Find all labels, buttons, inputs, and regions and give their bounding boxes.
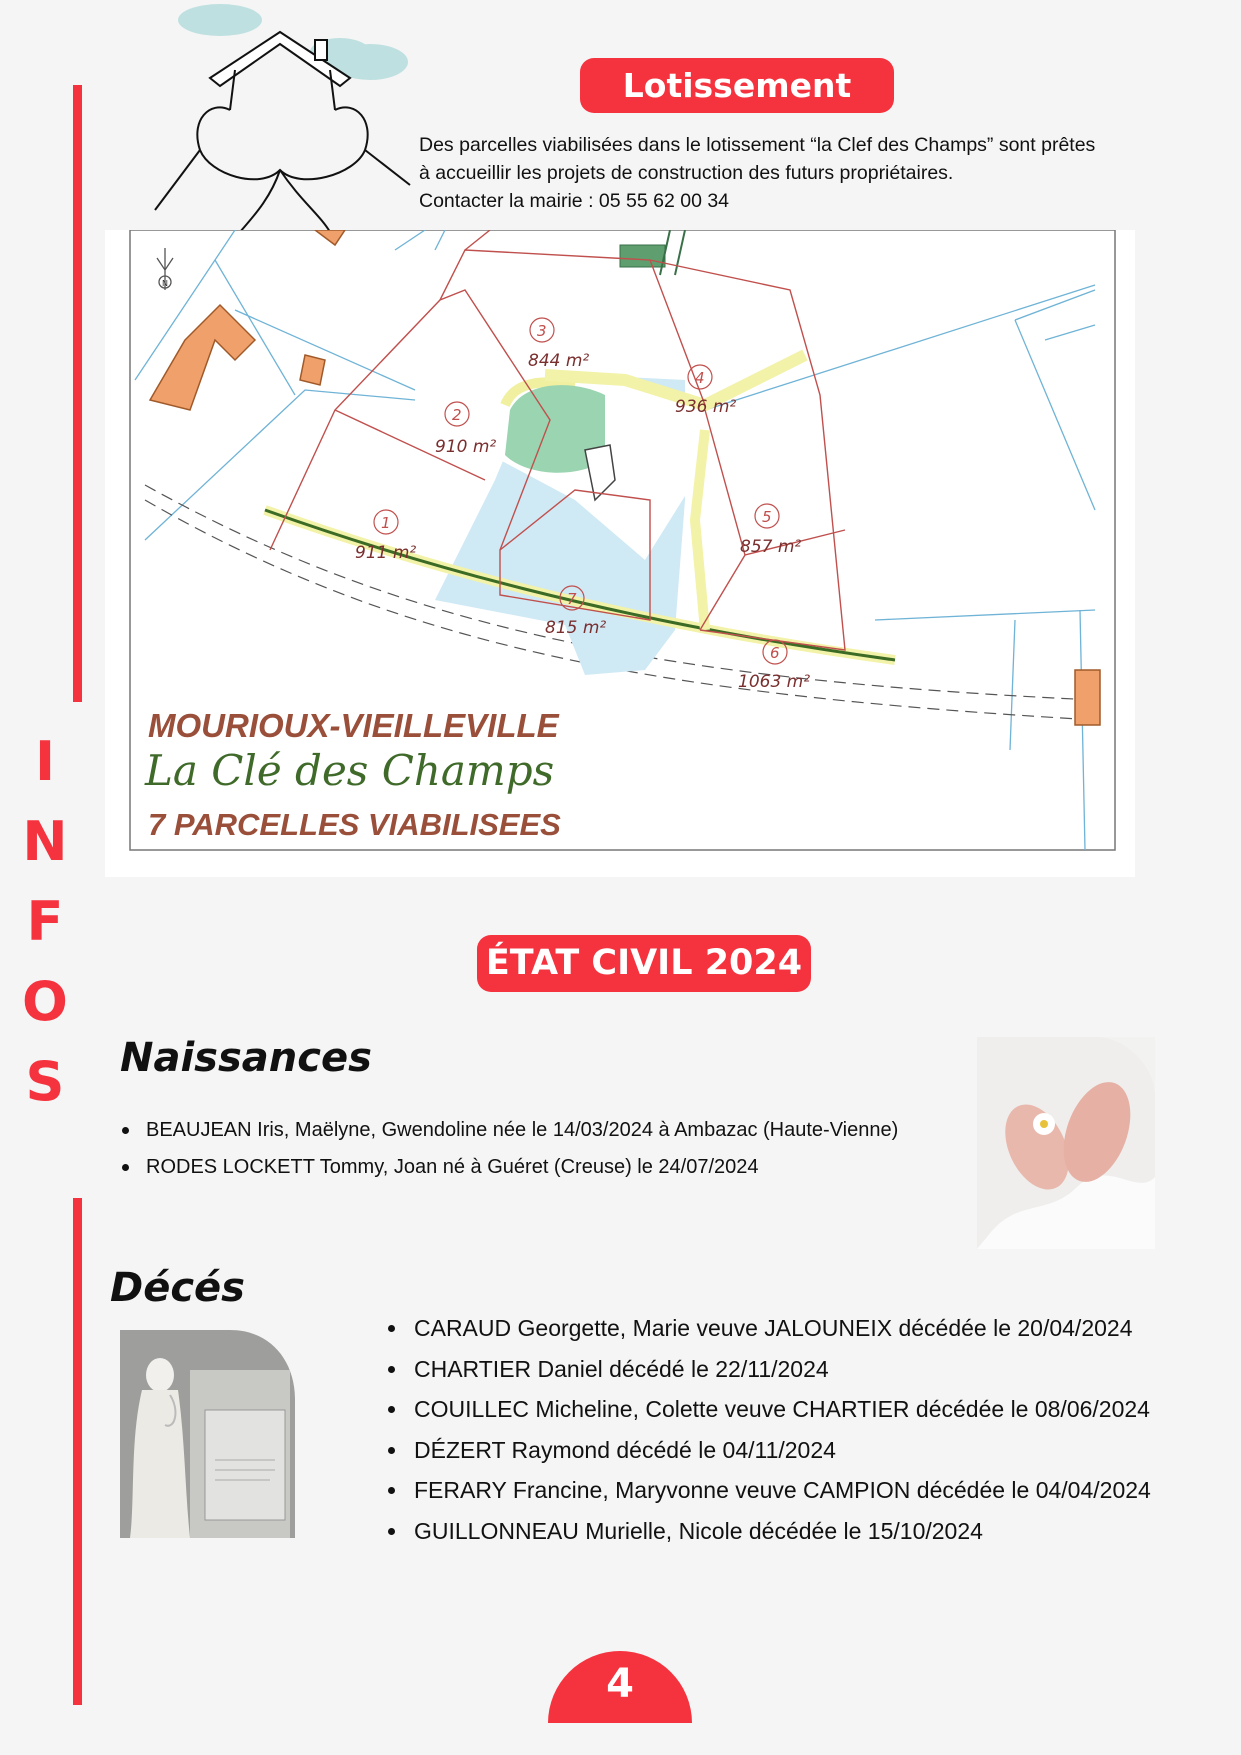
lot-area: 815 m² bbox=[545, 618, 607, 638]
list-item: COUILLEC Micheline, Colette veuve CHARTIER décédée le 08/06/2024 bbox=[384, 1389, 1151, 1430]
baby-feet-photo bbox=[977, 1037, 1155, 1249]
list-item: FERARY Francine, Maryvonne veuve CAMPION décédée le 04/04/2024 bbox=[384, 1470, 1151, 1511]
sidebar-letter: N bbox=[22, 810, 68, 873]
intro-line: Contacter la mairie : 05 55 62 00 34 bbox=[419, 190, 730, 212]
lot-number: 5 bbox=[762, 508, 772, 526]
sidebar-bar-top bbox=[73, 85, 82, 702]
list-item: GUILLONNEAU Murielle, Nicole décédée le 15/10/2024 bbox=[384, 1511, 1151, 1552]
lot-area: 1063 m² bbox=[738, 672, 811, 692]
lotissement-intro bbox=[419, 131, 1189, 215]
lot-area: 936 m² bbox=[675, 397, 737, 417]
lot-number: 3 bbox=[537, 322, 547, 340]
intro-line: à accueillir les projets de construction des futurs propriétaires. bbox=[419, 162, 954, 184]
house-hands-illustration bbox=[140, 0, 420, 232]
plan-subtitle: 7 PARCELLES VIABILISEES bbox=[148, 807, 561, 842]
list-item: BEAUJEAN Iris, Maëlyne, Gwendoline née le 14/03/2024 à Ambazac (Haute-Vienne) bbox=[120, 1112, 898, 1149]
lot-number: 2 bbox=[452, 406, 462, 424]
sidebar-bar-bottom bbox=[73, 1198, 82, 1705]
deaths-list bbox=[384, 1308, 1151, 1552]
sidebar-letter: F bbox=[26, 890, 64, 953]
lot-number: 7 bbox=[567, 590, 577, 608]
deaths-title: Décés bbox=[110, 1265, 245, 1311]
births-list bbox=[120, 1112, 898, 1186]
plan-commune: MOURIOUX-VIEILLEVILLE bbox=[148, 707, 559, 744]
lot-number: 1 bbox=[381, 514, 391, 532]
lot-number: 4 bbox=[695, 369, 705, 387]
lot-area: 844 m² bbox=[528, 351, 590, 371]
lot-number: 6 bbox=[770, 644, 780, 662]
births-title: Naissances bbox=[120, 1035, 372, 1081]
page-number: 4 bbox=[548, 1651, 692, 1723]
list-item: CARAUD Georgette, Marie veuve JALOUNEIX décédée le 20/04/2024 bbox=[384, 1308, 1151, 1349]
plan-name: La Clé des Champs bbox=[145, 746, 555, 795]
etat-civil-title: ÉTAT CIVIL 2024 bbox=[477, 935, 811, 992]
lotissement-title: Lotissement bbox=[580, 58, 894, 113]
intro-line: Des parcelles viabilisées dans le lotissement “la Clef des Champs” sont prêtes bbox=[419, 134, 1096, 156]
sidebar-letter: S bbox=[25, 1050, 65, 1113]
lot-area: 857 m² bbox=[740, 537, 802, 557]
lotissement-plan bbox=[105, 230, 1135, 877]
sidebar-letter: O bbox=[22, 970, 68, 1033]
lot-area: 910 m² bbox=[435, 437, 497, 457]
lot-area: 911 m² bbox=[355, 543, 417, 563]
list-item: CHARTIER Daniel décédé le 22/11/2024 bbox=[384, 1349, 1151, 1390]
north-label: N bbox=[162, 279, 168, 288]
cemetery-statue-photo bbox=[120, 1330, 295, 1538]
list-item: RODES LOCKETT Tommy, Joan né à Guéret (Creuse) le 24/07/2024 bbox=[120, 1149, 898, 1186]
sidebar-letter: I bbox=[34, 730, 56, 793]
list-item: DÉZERT Raymond décédé le 04/11/2024 bbox=[384, 1430, 1151, 1471]
